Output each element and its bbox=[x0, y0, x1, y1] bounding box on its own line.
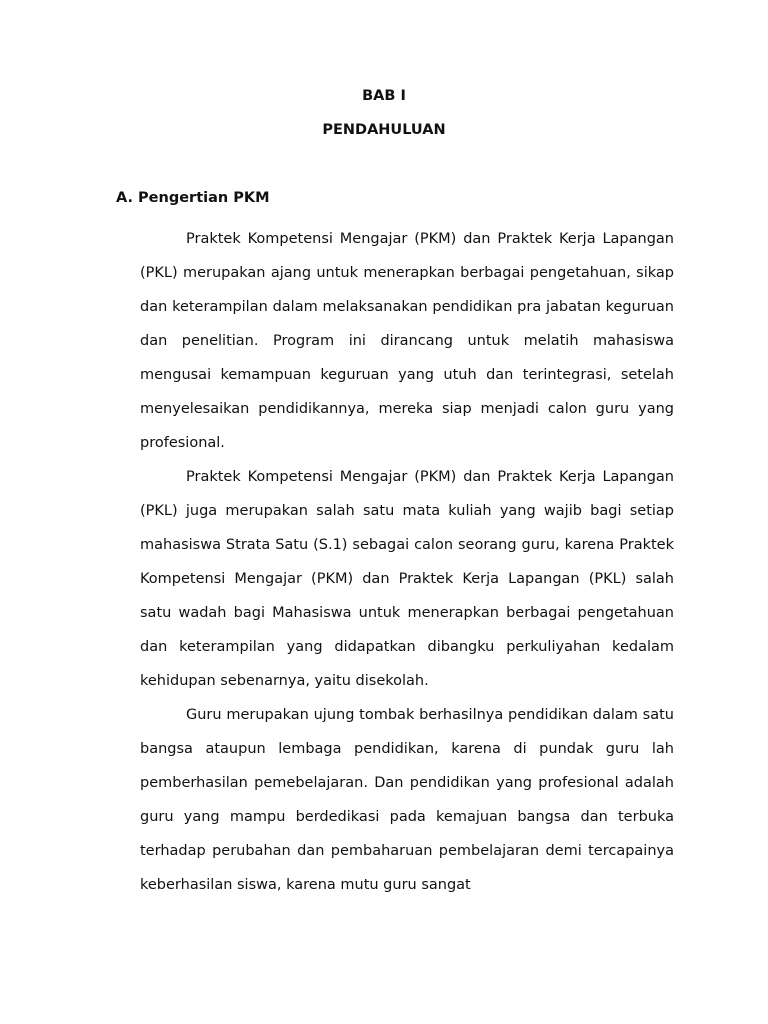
paragraph: Praktek Kompetensi Mengajar (PKM) dan Praktek Kerja Lapangan (PKL) merupakan ajang untuk menerapkan berbagai pengetahuan, sikap dan keterampilan dalam melaksanakan pendidikan pra jabatan keguruan dan penelitian. Program ini dirancang untuk melatih mahasiswa mengusai kemampuan keguruan yang utuh dan terintegrasi, setelah menyelesaikan pendidikannya, mereka siap menjadi calon guru yang profesional. bbox=[140, 231, 674, 451]
paragraph: Praktek Kompetensi Mengajar (PKM) dan Praktek Kerja Lapangan (PKL) juga merupakan salah satu mata kuliah yang wajib bagi setiap mahasiswa Strata Satu (S.1) sebagai calon seorang guru, karena Praktek Kompetensi Mengajar (PKM) dan Praktek Kerja Lapangan (PKL) salah satu wadah bagi Mahasiswa untuk menerapkan berbagai pengetahuan dan keterampilan yang didapatkan dibangku perkuliyahan kedalam kehidupan sebenarnya, yaitu disekolah. bbox=[140, 469, 674, 689]
section-heading: A. Pengertian PKM bbox=[116, 190, 270, 206]
paragraph: Guru merupakan ujung tombak berhasilnya pendidikan dalam satu bangsa ataupun lembaga pendidikan, karena di pundak guru lah pemberhasilan pemebelajaran. Dan pendidikan yang profesional adalah guru yang mampu berdedikasi pada kemajuan bangsa dan terbuka terhadap perubahan dan pembaharuan pembelajaran demi tercapainya keberhasilan siswa, karena mutu guru sangat bbox=[140, 707, 674, 893]
chapter-title: PENDAHULUAN bbox=[322, 122, 446, 138]
body-text bbox=[140, 222, 674, 902]
chapter-label: BAB I bbox=[362, 88, 406, 104]
